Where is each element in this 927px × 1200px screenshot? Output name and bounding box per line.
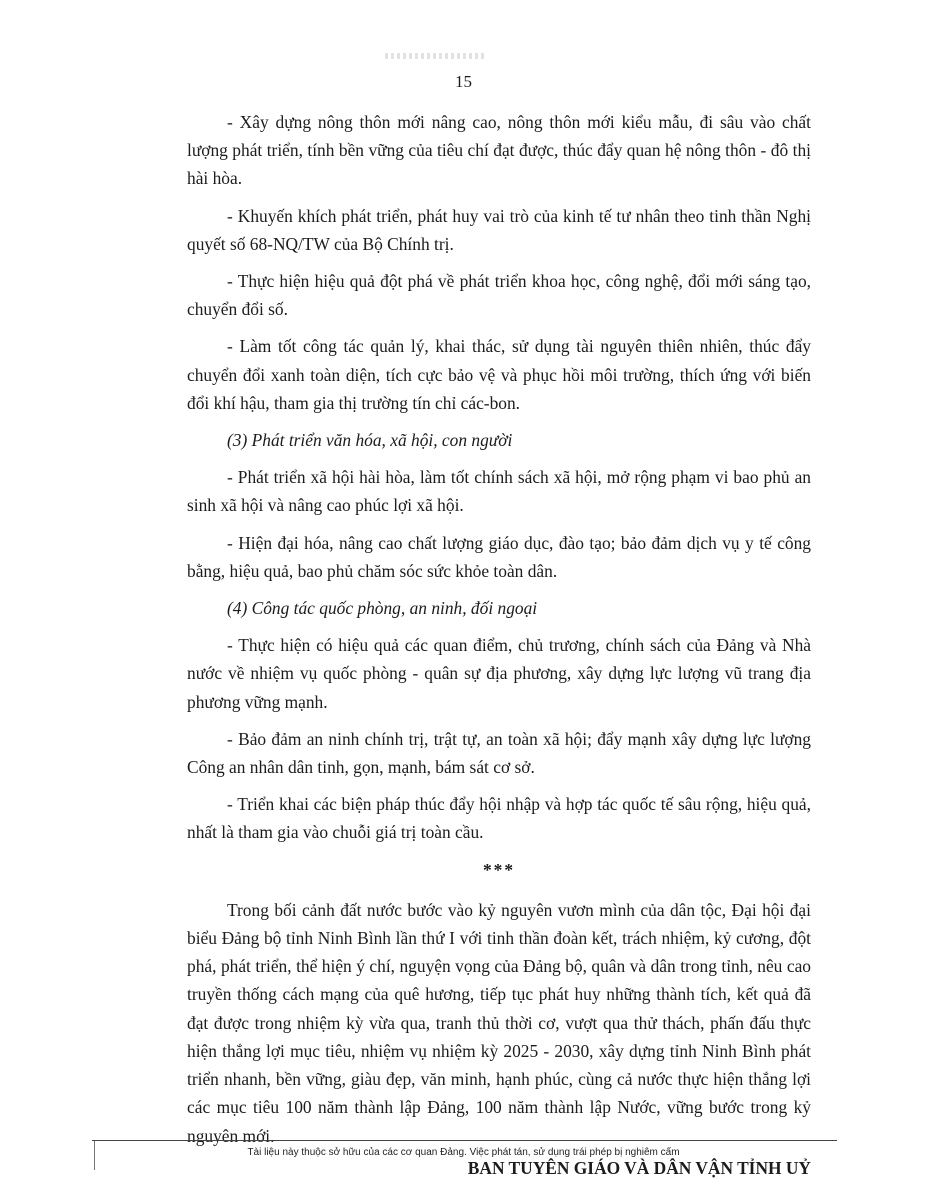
closing-paragraph: Trong bối cảnh đất nước bước vào kỷ nguyên vươn mình của dân tộc, Đại hội đại biểu Đảng bộ tỉnh Ninh Bình lần thứ I với tinh thần đoàn kết, trách nhiệm, kỷ cương, đột phá, phát triển, thể hiện ý chí, nguyện vọng của Đảng bộ, quân và dân trong tỉnh, nêu cao truyền thống cách mạng của quê hương, tiếp tục phát huy những thành tích, kết quả đã đạt được trong nhiệm kỳ vừa qua, tranh thủ thời cơ, vượt qua thử thách, phấn đấu thực hiện thắng lợi mục tiêu, nhiệm vụ nhiệm kỳ 2025 - 2030, xây dựng tỉnh Ninh Bình phát triển nhanh, bền vững, giàu đẹp, văn minh, hạnh phúc, cùng cả nước thực hiện thắng lợi các mục tiêu 100 năm thành lập Đảng, 100 năm thành lập Nước, vững bước trong kỷ nguyên mới. bbox=[187, 899, 811, 1146]
page-number: 15 bbox=[455, 72, 472, 91]
bullet-paragraph: - Làm tốt công tác quản lý, khai thác, sử dụng tài nguyên thiên nhiên, thúc đẩy chuyển đổi xanh toàn diện, tích cực bảo vệ và phục hồi môi trường, thích ứng với biến đổi khí hậu, tham gia thị trường tín chỉ các-bon. bbox=[187, 336, 811, 413]
section-separator: *** bbox=[482, 859, 516, 880]
bullet-paragraph: - Xây dựng nông thôn mới nâng cao, nông thôn mới kiểu mẫu, đi sâu vào chất lượng phát triển, tính bền vững của tiêu chí đạt được, thúc đẩy quan hệ nông thôn - đô thị hài hòa. bbox=[187, 112, 811, 189]
signature-block: BAN TUYÊN GIÁO VÀ DÂN VẬN TỈNH UỶ bbox=[467, 1157, 811, 1178]
bullet-paragraph: - Thực hiện có hiệu quả các quan điểm, chủ trương, chính sách của Đảng và Nhà nước về nhiệm vụ quốc phòng - quân sự địa phương, xây dựng lực lượng vũ trang địa phương vững mạnh. bbox=[187, 635, 811, 712]
section-heading-3: (3) Phát triển văn hóa, xã hội, con người bbox=[227, 430, 513, 451]
scan-artifact bbox=[385, 53, 485, 59]
section-heading-4: (4) Công tác quốc phòng, an ninh, đối ngoại bbox=[227, 598, 538, 619]
bullet-paragraph: - Phát triển xã hội hài hòa, làm tốt chính sách xã hội, mở rộng phạm vi bao phủ an sinh xã hội và nâng cao phúc lợi xã hội. bbox=[187, 467, 811, 516]
footer-note: Tài liệu này thuộc sở hữu của các cơ quan Đảng. Việc phát tán, sử dụng trái phép bị nghiêm cấm bbox=[247, 1147, 680, 1158]
document-body bbox=[187, 108, 811, 1191]
bullet-paragraph: - Bảo đảm an ninh chính trị, trật tự, an toàn xã hội; đẩy mạnh xây dựng lực lượng Công an nhân dân tinh, gọn, mạnh, bám sát cơ sở. bbox=[187, 728, 811, 778]
bullet-paragraph: - Hiện đại hóa, nâng cao chất lượng giáo dục, đào tạo; bảo đảm dịch vụ y tế công bằng, hiệu quả, bao phủ chăm sóc sức khỏe toàn dân. bbox=[187, 532, 811, 581]
footer-divider bbox=[92, 1140, 837, 1141]
bullet-paragraph: - Thực hiện hiệu quả đột phá về phát triển khoa học, công nghệ, đổi mới sáng tạo, chuyển đổi số. bbox=[187, 271, 811, 320]
bullet-paragraph: - Triển khai các biện pháp thúc đẩy hội nhập và hợp tác quốc tế sâu rộng, hiệu quả, nhất là tham gia vào chuỗi giá trị toàn cầu. bbox=[187, 794, 811, 843]
bullet-paragraph: - Khuyến khích phát triển, phát huy vai trò của kinh tế tư nhân theo tinh thần Nghị quyết số 68-NQ/TW của Bộ Chính trị. bbox=[187, 205, 811, 254]
